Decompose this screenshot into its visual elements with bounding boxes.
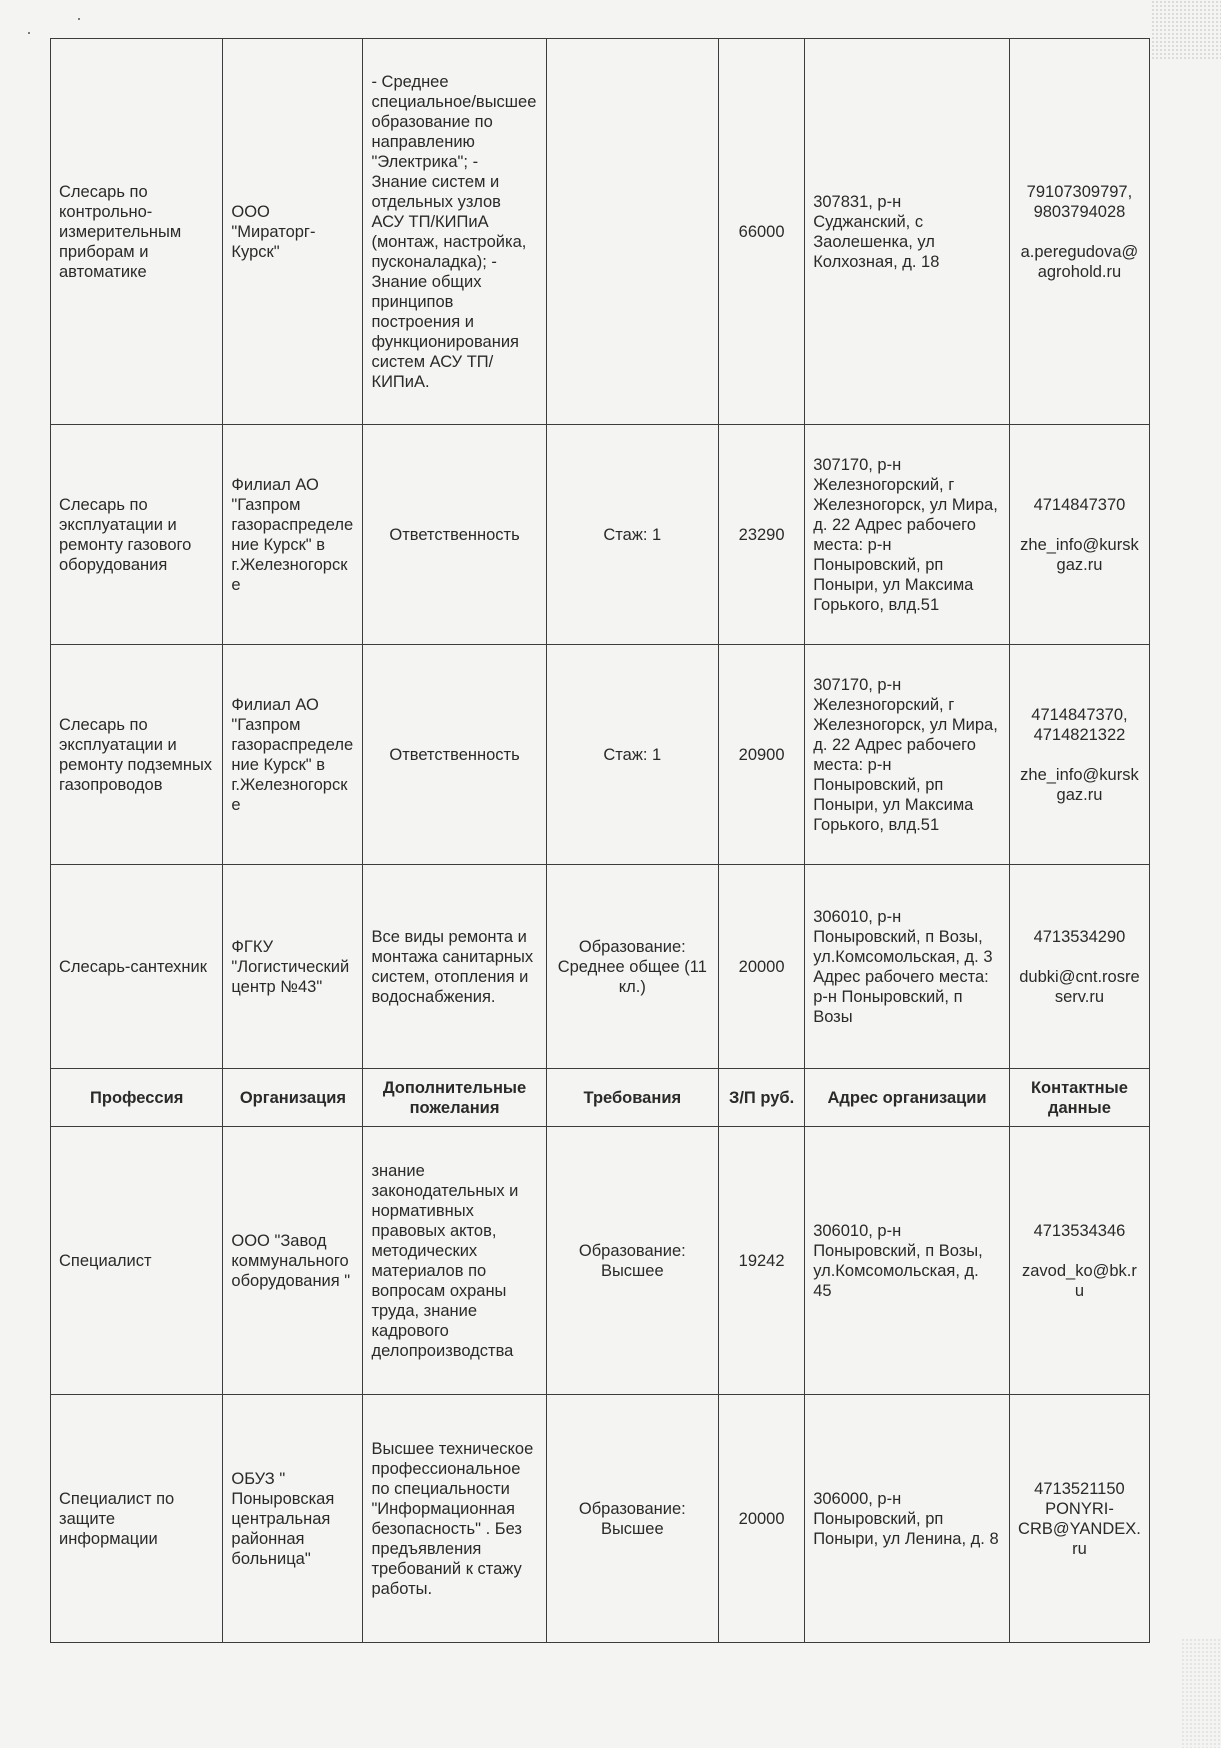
organization-cell: ООО "Завод коммунального оборудования " bbox=[223, 1127, 363, 1395]
salary-cell: 20000 bbox=[719, 865, 805, 1069]
email-text: zhe_info@kurskgaz.ru bbox=[1020, 535, 1139, 574]
header-additional: Дополнительные пожелания bbox=[363, 1069, 546, 1127]
contacts-cell bbox=[1009, 39, 1149, 425]
address-cell: 306010, р-н Поныровский, п Возы, ул.Комсомольская, д. 3 Адрес рабочего места: р-н Поныровский, п Возы bbox=[805, 865, 1010, 1069]
header-salary: З/П руб. bbox=[719, 1069, 805, 1127]
address-cell: 306000, р-н Поныровский, рп Поныри, ул Ленина, д. 8 bbox=[805, 1395, 1010, 1643]
salary-cell: 66000 bbox=[719, 39, 805, 425]
salary-cell: 20000 bbox=[719, 1395, 805, 1643]
email-text: zavod_ko@bk.ru bbox=[1022, 1261, 1137, 1300]
additional-cell: Ответственность bbox=[363, 645, 546, 865]
email-text: a.peregudova@agrohold.ru bbox=[1020, 242, 1139, 281]
table-row bbox=[51, 865, 1150, 1069]
additional-cell: - Среднее специальное/высшее образование по направлению "Электрика"; - Знание систем и отдельных узлов АСУ ТП/КИПиА (монтаж, настройка, пусконаладка); - Знание общих принципов построения и функционирования систем АСУ ТП/КИПиА. bbox=[363, 39, 546, 425]
contacts-cell bbox=[1009, 645, 1149, 865]
requirements-cell: Образование: Среднее общее (11 кл.) bbox=[546, 865, 718, 1069]
salary-cell: 23290 bbox=[719, 425, 805, 645]
table-row bbox=[51, 1127, 1150, 1395]
profession-cell: Специалист bbox=[51, 1127, 223, 1395]
additional-cell: знание законодательных и нормативных правовых актов, методических материалов по вопросам охраны труда, знание кадрового делопроизводства bbox=[363, 1127, 546, 1395]
address-cell: 307831, р-н Суджанский, с Заолешенка, ул Колхозная, д. 18 bbox=[805, 39, 1010, 425]
requirements-cell bbox=[546, 39, 718, 425]
requirements-cell: Образование: Высшее bbox=[546, 1395, 718, 1643]
phone-text: 79107309797, 9803794028 bbox=[1026, 182, 1133, 221]
header-address: Адрес организации bbox=[805, 1069, 1010, 1127]
scan-noise-bottom bbox=[1181, 1638, 1221, 1748]
email-text: dubki@cnt.rosreserv.ru bbox=[1019, 967, 1140, 1006]
organization-cell: ФГКУ "Логистический центр №43" bbox=[223, 865, 363, 1069]
salary-cell: 20900 bbox=[719, 645, 805, 865]
additional-cell: Высшее техническое профессиональное по специальности "Информационная безопасность" . Без предъявления требований к стажу работы. bbox=[363, 1395, 546, 1643]
salary-cell: 19242 bbox=[719, 1127, 805, 1395]
address-cell: 307170, р-н Железногорский, г Железногорск, ул Мира, д. 22 Адрес рабочего места: р-н Поныровский, рп Поныри, ул Максима Горького, влд.51 bbox=[805, 645, 1010, 865]
table-row bbox=[51, 39, 1150, 425]
phone-text: 4714847370 bbox=[1033, 495, 1126, 514]
additional-cell: Все виды ремонта и монтажа санитарных систем, отопления и водоснабжения. bbox=[363, 865, 546, 1069]
table-row bbox=[51, 645, 1150, 865]
address-cell: 307170, р-н Железногорский, г Железногорск, ул Мира, д. 22 Адрес рабочего места: р-н Поныровский, рп Поныри, ул Максима Горького, влд.51 bbox=[805, 425, 1010, 645]
organization-cell: ООО "Мираторг-Курск" bbox=[223, 39, 363, 425]
address-cell: 306010, р-н Поныровский, п Возы, ул.Комсомольская, д. 45 bbox=[805, 1127, 1010, 1395]
phone-text: 4714847370, 4714821322 bbox=[1031, 705, 1128, 744]
profession-cell: Слесарь по контрольно-измерительным приборам и автоматике bbox=[51, 39, 223, 425]
profession-cell: Слесарь-сантехник bbox=[51, 865, 223, 1069]
scan-noise-top bbox=[1151, 0, 1221, 60]
header-profession: Профессия bbox=[51, 1069, 223, 1127]
table-row bbox=[51, 425, 1150, 645]
email-text: PONYRI-CRB@YANDEX.ru bbox=[1018, 1499, 1141, 1558]
profession-cell: Слесарь по эксплуатации и ремонту газового оборудования bbox=[51, 425, 223, 645]
vacancy-table bbox=[50, 38, 1150, 1643]
contacts-cell bbox=[1009, 865, 1149, 1069]
header-requirements: Требования bbox=[546, 1069, 718, 1127]
contacts-cell bbox=[1009, 1395, 1149, 1643]
requirements-cell: Образование: Высшее bbox=[546, 1127, 718, 1395]
table-row bbox=[51, 1395, 1150, 1643]
scan-speck bbox=[28, 32, 30, 34]
organization-cell: Филиал АО "Газпром газораспределение Курск" в г.Железногорске bbox=[223, 425, 363, 645]
header-organization: Организация bbox=[223, 1069, 363, 1127]
phone-text: 4713521150 bbox=[1034, 1479, 1125, 1498]
scan-speck bbox=[78, 18, 80, 20]
additional-cell: Ответственность bbox=[363, 425, 546, 645]
requirements-cell: Стаж: 1 bbox=[546, 645, 718, 865]
contacts-cell bbox=[1009, 1127, 1149, 1395]
profession-cell: Слесарь по эксплуатации и ремонту подземных газопроводов bbox=[51, 645, 223, 865]
phone-text: 4713534290 bbox=[1033, 927, 1126, 946]
header-contacts: Контактные данные bbox=[1009, 1069, 1149, 1127]
table-header-row bbox=[51, 1069, 1150, 1127]
organization-cell: Филиал АО "Газпром газораспределение Курск" в г.Железногорске bbox=[223, 645, 363, 865]
contacts-cell bbox=[1009, 425, 1149, 645]
email-text: zhe_info@kurskgaz.ru bbox=[1020, 765, 1139, 804]
profession-cell: Специалист по защите информации bbox=[51, 1395, 223, 1643]
organization-cell: ОБУЗ " Поныровская центральная районная больница" bbox=[223, 1395, 363, 1643]
phone-text: 4713534346 bbox=[1033, 1221, 1126, 1240]
requirements-cell: Стаж: 1 bbox=[546, 425, 718, 645]
